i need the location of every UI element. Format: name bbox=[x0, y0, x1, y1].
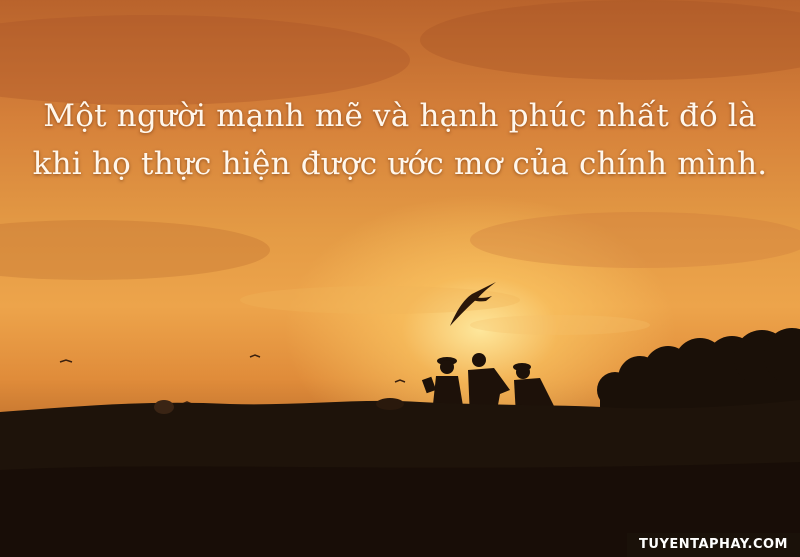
rock bbox=[376, 398, 404, 410]
site-watermark: TUYENTAPHAY.COM bbox=[627, 533, 800, 557]
distant-bird bbox=[395, 380, 405, 382]
rock bbox=[154, 400, 174, 414]
distant-bird bbox=[60, 360, 72, 362]
flying-bird bbox=[450, 282, 496, 326]
quote-line-2: khi họ thực hiện được ước mơ của chính mình. bbox=[32, 146, 768, 182]
quote-line-1: Một người mạnh mẽ và hạnh phúc nhất đó là bbox=[43, 98, 757, 134]
distant-bird bbox=[250, 355, 260, 357]
